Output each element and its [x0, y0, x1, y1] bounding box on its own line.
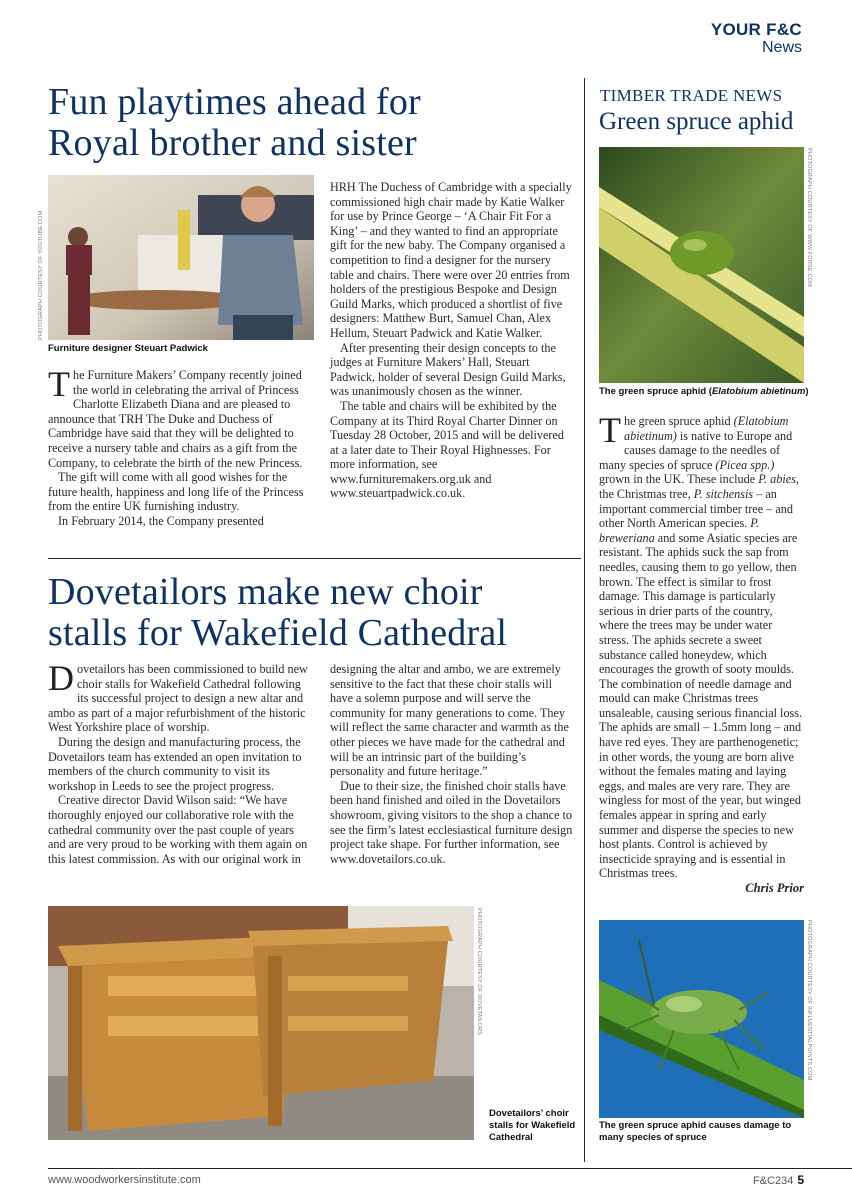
paragraph: After presenting their design concepts to the judges at Furniture Makers’ Hall, Steuart Padwick, holder of several Design Guild Marks, was unanimously chosen as the winner.	[330, 340, 566, 399]
headline-line: Fun playtimes ahead for	[48, 81, 421, 123]
choir-stalls-photo	[48, 906, 474, 1140]
paragraph: The gift will come with all good wishes for the future health, happiness and long life of the Princess from the entire UK furnishing industry.	[48, 470, 304, 514]
footer-rule	[48, 1168, 852, 1169]
text-italic: P. sitchensis	[693, 486, 754, 501]
headline-line: Dovetailors make new choir	[48, 571, 483, 613]
text: and some Asiatic species are resistant. The aphids suck the sap from needles, causing them to go yellow, then brown. The effect is similar to frost damage. This damage is particularly serious in drier parts of the country, where the trees may be under water stress. The aphids secrete a sweet substance called honeydew, which encourages the growth of sooty moulds. The combination of needle damage and mould can make Christmas trees unsaleable, causing serious financial loss. The aphids are small – 1.5mm long – and have red eyes. They are parthenogenetic; in other words, the young are born alive without the females mating and laying eggs, and males are very rare. They are wingless for most of the year, but winged females appear in spring and early summer and disperse the species to new host plants. Control is achieved by insecticide spraying and is essential in Christmas trees.	[599, 530, 803, 881]
page-number: 5	[797, 1173, 804, 1187]
caption-species: Elatobium abietinum	[711, 386, 806, 397]
photo-credit: PHOTOGRAPH COURTESY OF INFLUENTIALPOINTS.COM	[806, 920, 812, 1081]
article2-column1	[48, 658, 314, 866]
text: , the Christmas tree,	[599, 472, 799, 501]
headline-line: Royal brother and sister	[48, 122, 417, 164]
article1-headline	[48, 82, 578, 164]
sidebar-headline: Green spruce aphid	[599, 108, 794, 135]
dropcap: T	[48, 364, 70, 404]
paragraph: HRH The Duchess of Cambridge with a specially commissioned high chair made by Katie Walker for use by Prince George – ‘A Chair Fit For a King’ – and they wanted to find an appropriate gift for the new baby. The Company organised a competition to find a designer for the nursery table and chairs. There were over 20 entries from holders of the prestigious Bespoke and Design Guild Marks, which produced a shortlist of five designers: Matthew Burt, Samuel Chan, Alex Hellum, Steuart Padwick and Katie Walker.	[330, 180, 572, 340]
dropcap: T	[599, 410, 621, 450]
text-italic: (Elatobium abietinum)	[624, 414, 789, 443]
issue-number: F&C234	[752, 1175, 794, 1187]
text: is native to Europe and causes damage to the needles of many species of spruce	[599, 428, 793, 472]
section-subtitle: News	[761, 39, 802, 56]
designer-photo	[48, 175, 314, 340]
article2-column2	[330, 662, 575, 866]
section-tag	[711, 20, 802, 57]
text-italic: P. abies	[758, 472, 796, 487]
text: he green spruce aphid	[624, 414, 734, 428]
sidebar-body	[599, 410, 804, 896]
column-divider	[584, 78, 585, 1162]
footer-url[interactable]: www.woodworkersinstitute.com	[48, 1174, 201, 1186]
paragraph: he Furniture Makers’ Company recently joined the world in celebrating the arrival of Princess Charlotte Elizabeth Diana and are pleased to announce that TRH The Duke and Duchess of Cambridge have said that they will be delighted to receive a nursery table and chairs as a gift from the Company, to celebrate the birth of the new Princess.	[48, 368, 303, 470]
text-italic: (Picea spp.)	[715, 457, 775, 472]
aphid-photo-1	[599, 147, 804, 383]
paragraph: In February 2014, the Company presented	[58, 513, 264, 528]
photo-caption: Furniture designer Steuart Padwick	[48, 343, 208, 354]
article-divider	[48, 558, 581, 559]
text: – an important commercial timber tree – and other North American species.	[599, 486, 793, 531]
article1-column1	[48, 364, 314, 529]
text: grown in the UK. These include	[599, 472, 759, 487]
caption-text: )	[805, 386, 809, 397]
photo-credit: PHOTOGRAPH COURTESY OF WWW.FORSE.COM	[806, 148, 812, 287]
paragraph: designing the altar and ambo, we are extremely sensitive to the fact that these choir stalls will have a solemn purpose and will serve the community for many generations to come. They will reflect the same character and warmth as the other pieces we have made for the cathedral and will be an intrinsic part of the building’s personality and future heritage.”	[330, 662, 569, 779]
text-italic: P. breweriana	[599, 516, 760, 545]
aphid-photo-2	[599, 920, 804, 1118]
paragraph: ovetailors has been commissioned to build new choir stalls for Wakefield Cathedral following its successful project to design a new altar and ambo as part of a major refurbishment of the historic West Yorkshire place of worship.	[48, 662, 308, 735]
dropcap: D	[48, 658, 74, 698]
section-title: YOUR F&C	[710, 20, 802, 39]
sidebar-tag: TIMBER TRADE NEWS	[600, 86, 783, 105]
paragraph: The table and chairs will be exhibited by the Company at its Third Royal Charter Dinner on Tuesday 28 October, 2015 and will be delivered at a later date to Their Royal Highnesses. For more information, see www.furnituremakers.org.uk and www.steuartpadwick.co.uk.	[330, 398, 564, 501]
photo-caption: Dovetailors’ choir stalls for Wakefield Cathedral	[489, 1108, 576, 1143]
byline: Chris Prior	[745, 881, 804, 895]
photo-caption	[599, 386, 809, 398]
headline-line: stalls for Wakefield Cathedral	[48, 612, 508, 654]
paragraph: Due to their size, the finished choir stalls have been hand finished and oiled in the Dovetailors showroom, giving visitors to the shop a chance to see the firm’s latest ecclesiastical furniture design project take shape. For further information, see www.dovetailors.co.uk.	[330, 778, 573, 866]
photo-caption: The green spruce aphid causes damage to many species of spruce	[599, 1120, 792, 1143]
photo-credit: PHOTOGRAPH COURTESY OF YOUTUBE.COM	[38, 210, 44, 340]
article1-column2	[330, 180, 575, 501]
paragraph: Creative director David Wilson said: “We have thoroughly enjoyed our collaborative role with the cathedral community over the past couple of years and are very proud to be working with them again on this latest commission. As with our original work in	[48, 793, 308, 866]
article2-headline	[48, 572, 578, 654]
caption-text: The green spruce aphid (	[599, 386, 712, 397]
footer-page-number	[753, 1173, 804, 1187]
paragraph: During the design and manufacturing process, the Dovetailors team has extended an open invitation to members of the church community to visit its workshop in Leeds to see the project progress.	[48, 734, 302, 793]
photo-credit: PHOTOGRAPH COURTESY OF DOVETAILORS	[476, 908, 482, 1036]
